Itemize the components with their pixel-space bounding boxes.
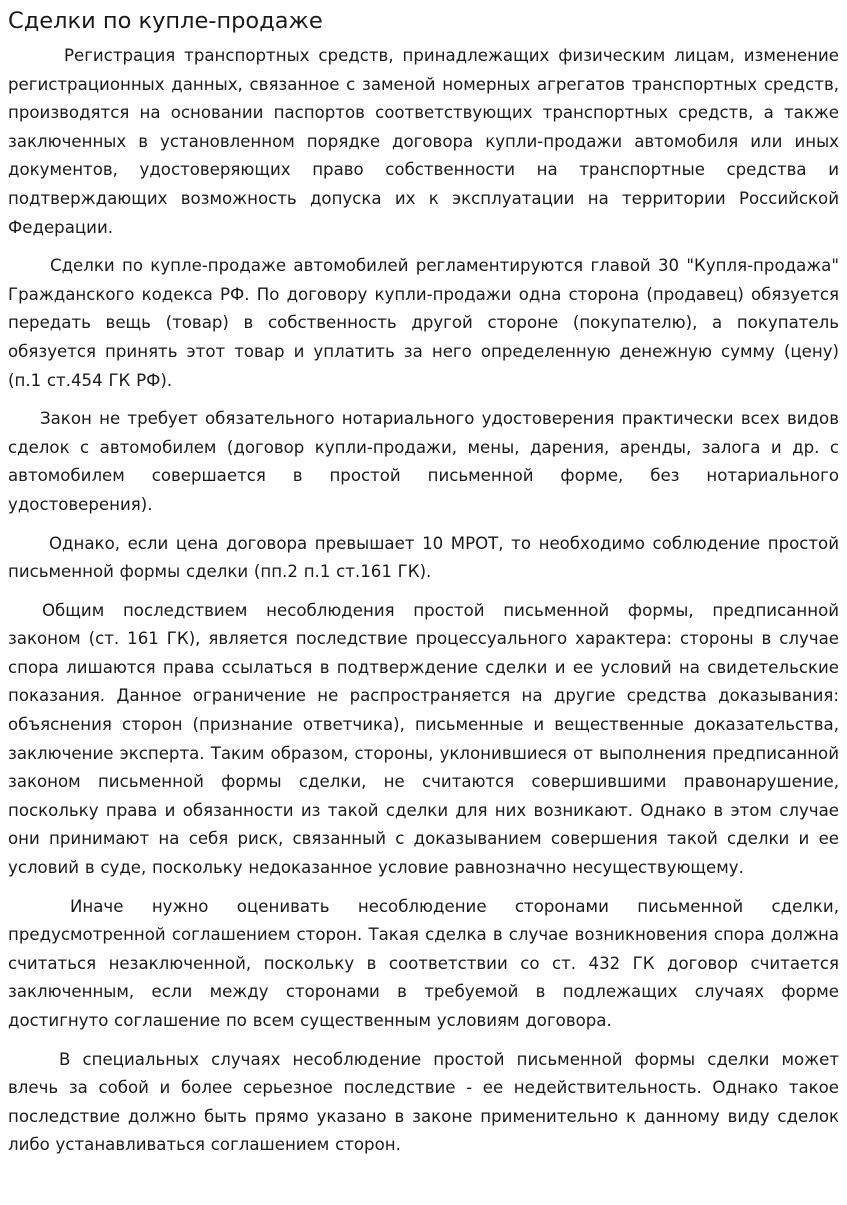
paragraph-agreement-form: Иначе нужно оценивать несоблюдение сторонами письменной сделки, предусмотренной соглашением сторон. Такая сделка в случае возникновения спора должна считаться незаключенной, поскольку в соответствии со ст. 432 ГК договор считается заключенным, если между сторонами в требуемой в подлежащих случаях форме достигнуто соглашение по всем существенным условиям договора.	[8, 896, 839, 1030]
paragraph-consequences: Общим последствием несоблюдения простой письменной формы, предписанной законом (ст. 161 ГК), является последствие процессуального характера: стороны в случае спора лишаются права ссылаться в подтверждение сделки и ее условий на свидетельские показания. Данное ограничение не распространяется на другие средства доказывания: объяснения сторон (признание ответчика), письменные и вещественные доказательства, заключение эксперта. Таким образом, стороны, уклонившиеся от выполнения предписанной законом письменной формы сделки, не считаются совершившими правонарушение, поскольку права и обязанности из такой сделки для них возникают. Однако в этом случае они принимают на себя риск, связанный с доказыванием совершения такой сделки и ее условий в суде, поскольку недоказанное условие равнозначно несуществующему.	[8, 600, 839, 878]
paragraph-regulation: Сделки по купле-продаже автомобилей регламентируются главой 30 "Купля-продажа" Гражданского кодекса РФ. По договору купли-продажи одна сторона (продавец) обязуется передать вещь (товар) в собственность другой стороне (покупателю), а покупатель обязуется принять этот товар и уплатить за него определенную денежную сумму (цену) (п.1 ст.454 ГК РФ).	[8, 256, 839, 390]
paragraph-registration: Регистрация транспортных средств, принадлежащих физическим лицам, изменение регистрационных данных, связанное с заменой номерных агрегатов транспортных средств, производятся на основании паспортов соответствующих транспортных средств, а также заключенных в установленном порядке договора купли-продажи автомобиля или иных документов, удостоверяющих право собственности на транспортные средства и подтверждающих возможность допуска их к эксплуатации на территории Российской Федерации.	[8, 46, 839, 237]
page-title: Сделки по купле-продаже	[8, 8, 323, 34]
paragraph-invalidity: В специальных случаях несоблюдение простой письменной формы сделки может влечь за собой и более серьезное последствие - ее недействительность. Однако такое последствие должно быть прямо указано в законе применительно к данному виду сделок либо устанавливаться соглашением сторон.	[8, 1049, 839, 1155]
paragraph-notary: Закон не требует обязательного нотариального удостоверения практически всех видов сделок с автомобилем (договор купли-продажи, мены, дарения, аренды, залога и др. с автомобилем совершается в простой письменной форме, без нотариального удостоверения).	[8, 409, 839, 514]
paragraph-price-threshold: Однако, если цена договора превышает 10 МРОТ, то необходимо соблюдение простой письменной формы сделки (пп.2 п.1 ст.161 ГК).	[8, 533, 839, 582]
